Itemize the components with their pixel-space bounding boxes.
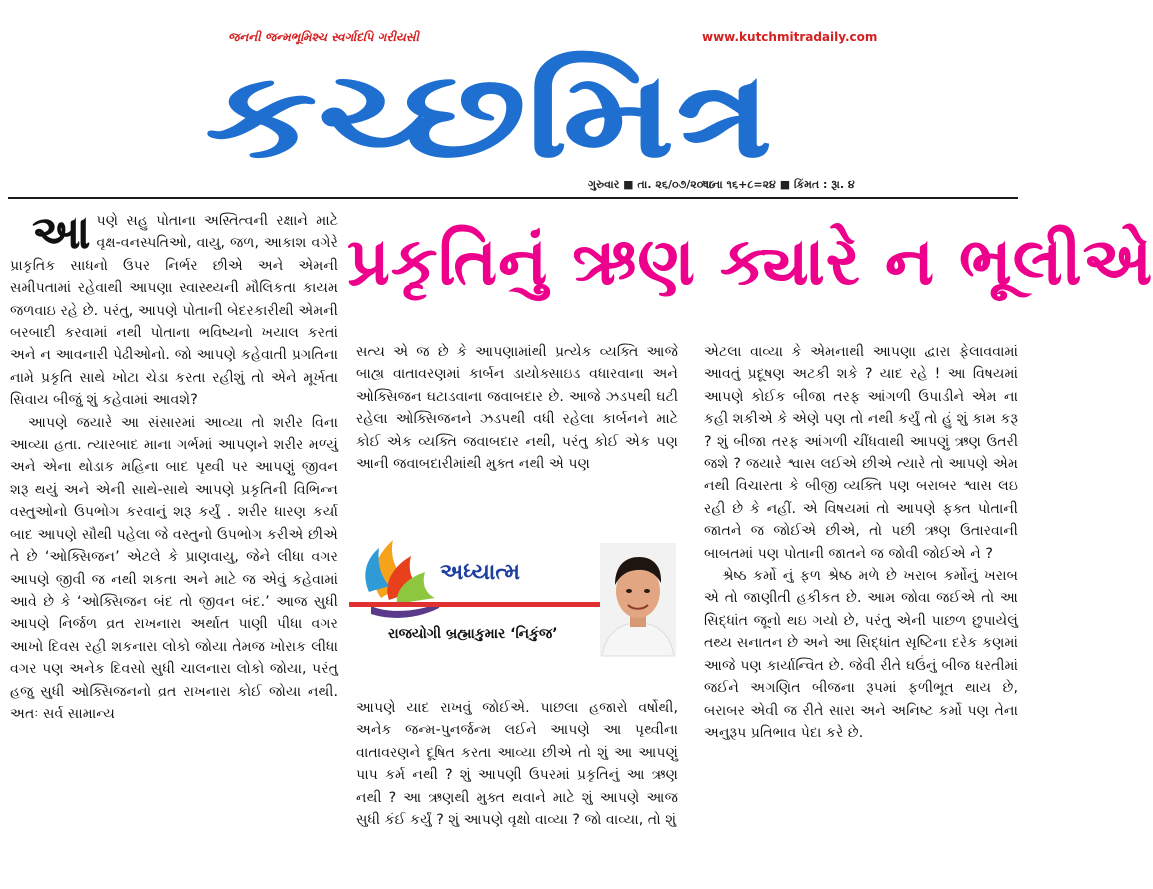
masthead-motto: જનની જન્મભૂમિશ્ચ સ્વર્ગાદપિ ગરીયસી	[228, 30, 419, 44]
masthead-divider	[8, 197, 1018, 199]
author-byline: રાજયોગી બ્રહ્માકુમાર ‘નિકુંજ’	[388, 626, 558, 642]
website-link[interactable]: www.kutchmitradaily.com	[702, 30, 878, 44]
author-photo	[600, 543, 676, 656]
paragraph: શ્રેષ્ઠ કર્મો નું ફળ શ્રેષ્ઠ મળે છે ખરાબ કર્મોનું ખરાબ એ તો જાણીતી હકીકત છે. આમ જોવા જઈએ તો આ સિદ્ધાંત જૂનો થઇ ગયો છે, પરંતુ એની પાછળ છુપાયેલું તથ્ય સનાતન છે અને આ સિદ્ધાંત સૃષ્ટિના દરેક કણમાં આજે પણ કાર્યાન્વિત છે. જેવી રીતે ઘઉંનું બીજ ધરતીમાં જઈને અગણિત બીજના રૂપમાં ફળીભૂત થાય છે, બરાબર એવી જ રીતે સારા અને અનિષ્ટ કર્મો પણ તેના અનુરૂપ પ્રતિભાવ પેદા કરે છે.	[704, 568, 1018, 741]
drop-cap: આ	[32, 205, 91, 259]
article-column-3	[704, 341, 1018, 881]
article-column-1	[10, 205, 338, 880]
article-column-2-continued	[356, 697, 678, 883]
newspaper-logo	[205, 38, 775, 184]
paragraph: પણે સહુ પોતાના અસ્તિત્વની રક્ષાને માટે વૃક્ષ-વનસ્પતિઓ, વાયુ, જળ, આકાશ વગેરે પ્રાકૃતિક સાધનો ઉપર નિર્ભર છીએ અને એમની સમીપતામાં રહેવાથી આપણા સ્વાસ્થ્યની મૌલિકતા કાયમ જળવાઇ રહે છે. પરંતુ, આપણે પોતાની બેદરકારીથી એમની બરબાદી કરવામાં નથી પોતાના ભવિષ્યનો ખયાલ કરતાં અને ન આવનારી પેઢીઓનો. જો આપણે કહેવાતી પ્રગતિના નામે પ્રકૃતિ સાથે ખોટા ચેડા કરતા રહીશું તો એને મૂર્ખતા સિવાય બીજું શું કહેવામાં આવશે?	[10, 213, 338, 409]
article-headline: પ્રકૃતિનું ઋણ ક્યારે ન ભૂલીએ	[347, 223, 1153, 300]
page-info: પાના ૧૬+૮=૨૪ ■ કિંમત : રૂા. ૪	[702, 178, 855, 191]
issue-date: ગુરુવાર ■ તા. ૨૬/૦૭/૨૦૧૮	[588, 178, 715, 191]
column-label: અધ્યાત્મ	[440, 560, 521, 585]
paragraph: આપણે જયારે આ સંસારમાં આવ્યા તો શરીર વિના આવ્યા હતા. ત્યારબાદ માના ગર્ભમાં આપણને શરીર મળ્યું અને એના થોડાક મહિના બાદ પૃથ્વી પર આપણું જીવન શરૂ થયું અને એની સાથે-સાથે આપણે પ્રકૃતિની વિભિન્ન વસ્તુઓનો ઉપભોગ કરવાનું શરૂ કર્યું . શરીર ધારણ કર્યા બાદ આપણે સૌથી પહેલા જે વસ્તુનો ઉપભોગ કરીએ છીએ તે છે ‘ઓક્સિજન’ એટલે કે પ્રાણવાયુ, જેને લીધા વગર આપણે જીવી જ નથી શકતા અને માટે જ એવું કહેવામાં આવે છે કે ‘ઓક્સિજન બંદ તો જીવન બંદ.’ આજ સુધી આપણે નિર્જળ વ્રત રાખનારા અર્થાત પાણી પીધા વગર આખો દિવસ રહી શકનારા લોકો જોયા તેમજ ખોરાક લીધા વગર પણ અનેક દિવસો સુધી ચાલનારા લોકો જોયા, પરંતુ હજુ સુધી ઓક્સિજનનો વ્રત રાખનારા કોઈ જોયા નથી. અતઃ સર્વ સામાન્ય	[10, 414, 338, 722]
paragraph: આપણે યાદ રાખવું જોઈએ. પાછલા હજારો વર્ષોથી, અનેક જન્મ-પુનર્જન્મ લઈને આપણે આ પૃથ્વીના વાતાવરણને દૂષિત કરતા આવ્યા છીએ તો શું આ આપણું પાપ કર્મ નથી ? શું આપણી ઉપરમાં પ્રકૃતિનું આ ઋણ નથી ? આ ઋણથી મુક્ત થવાને માટે શું આપણે આજ સુધી કંઈ કર્યું ? શું આપણે વૃક્ષો વાવ્યા ? જો વાવ્યા, તો શું	[356, 700, 678, 829]
paragraph: સત્ય એ જ છે કે આપણામાંથી પ્રત્યેક વ્યક્તિ આજે બાહ્ય વાતાવરણમાં કાર્બન ડાયોક્સાઇડ વધારવાના અને ઓક્સિજન ઘટાડવાના જવાબદાર છે. આજે ઝડપથી ઘટી રહેલા ઓક્સિજનને ઝડપથી વધી રહેલા કાર્બનને માટે કોઈ એક વ્યક્તિ જવાબદાર નથી, પરંતુ કોઈ એક પણ આની જવાબદારીમાંથી મુક્ત નથી એ પણ	[356, 344, 678, 473]
column-label-underline	[349, 602, 601, 607]
article-column-2	[356, 341, 678, 523]
masthead-title: કચ્છમિત્ર	[205, 46, 773, 184]
paragraph: એટલા વાવ્યા કે એમનાથી આપણા દ્વારા ફેલાવવામાં આવતું પ્રદૂષણ અટકી શકે ? યાદ રહે ! આ વિષયમાં આપણે કોઈક બીજા તરફ આંગળી ઉપાડીને એમ ના કહી શકીએ કે એણે પણ તો નથી કર્યું તો હું શું કામ કરૂ ? શું બીજા તરફ આંગળી ચીંધવાથી આપણું ઋણ ઉતરી જશે ? જયારે શ્વાસ લઈએ છીએ ત્યારે તો આપણે એમ નથી વિચારતા કે બીજી વ્યક્તિ પણ બરાબર શ્વાસ લઇ રહી છે કે નહીં. એ વિષયમાં તો આપણે ફક્ત પોતાની જાતને જ જોઈએ છીએ, તો પછી ઋણ ઉતારવાની બાબતમાં પણ પોતાની જાતને જ જોવી જોઈએ ને ?	[704, 344, 1018, 562]
